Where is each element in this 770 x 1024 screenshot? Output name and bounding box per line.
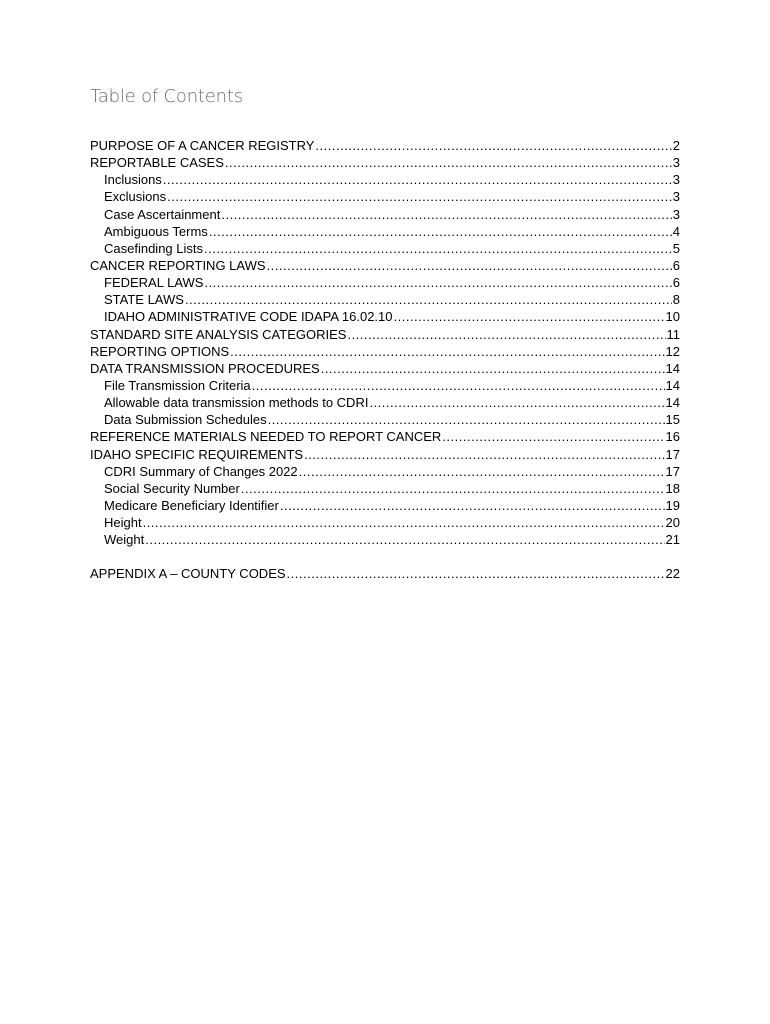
dot-leader xyxy=(252,377,665,394)
toc-entry-label: Height xyxy=(104,515,142,531)
toc-entry-page: 21 xyxy=(665,532,680,548)
toc-entry-page: 10 xyxy=(665,309,680,325)
toc-entry-label: Allowable data transmission methods to CDRI xyxy=(104,395,369,411)
toc-entry-page: 19 xyxy=(665,497,680,513)
toc-entry-appendix-a[interactable] xyxy=(90,565,680,582)
toc-entry-label: IDAHO SPECIFIC REQUIREMENTS xyxy=(90,446,304,462)
toc-entry-label: CANCER REPORTING LAWS xyxy=(90,257,266,273)
dot-leader xyxy=(347,326,665,343)
toc-entry-casefinding-lists[interactable] xyxy=(90,240,680,257)
dot-leader xyxy=(315,137,671,154)
toc-title: Table of Contents xyxy=(90,86,243,107)
toc-entry-reference-materials[interactable] xyxy=(90,428,680,445)
toc-entry-idaho-administrative-code[interactable] xyxy=(90,308,680,325)
toc-entry-page: 3 xyxy=(672,172,680,188)
toc-entry-cancer-reporting-laws[interactable] xyxy=(90,257,680,274)
toc-entry-state-laws[interactable] xyxy=(90,291,680,308)
dot-leader xyxy=(204,240,672,257)
dot-leader xyxy=(299,463,665,480)
toc-entry-label: Ambiguous Terms xyxy=(104,223,208,239)
toc-entry-page: 12 xyxy=(665,343,680,359)
toc-entry-page: 6 xyxy=(672,257,680,273)
toc-entry-label: Medicare Beneficiary Identifier xyxy=(104,497,279,513)
toc-entry-idaho-specific-requirements[interactable] xyxy=(90,446,680,463)
toc-entry-case-ascertainment[interactable] xyxy=(90,206,680,223)
toc-entry-page: 22 xyxy=(665,566,680,582)
dot-leader xyxy=(304,446,664,463)
toc-entry-page: 16 xyxy=(665,429,680,445)
dot-leader xyxy=(287,565,665,582)
dot-leader xyxy=(321,360,665,377)
toc-entry-label: STANDARD SITE ANALYSIS CATEGORIES xyxy=(90,326,347,342)
dot-leader xyxy=(209,223,672,240)
toc-entry-data-submission-schedules[interactable] xyxy=(90,411,680,428)
toc-entry-page: 14 xyxy=(665,395,680,411)
toc-entry-label: REFERENCE MATERIALS NEEDED TO REPORT CANCER xyxy=(90,429,442,445)
toc-entry-page: 4 xyxy=(672,223,680,239)
toc-list xyxy=(90,137,680,583)
toc-entry-page: 20 xyxy=(665,515,680,531)
dot-leader xyxy=(221,206,671,223)
toc-entry-page: 17 xyxy=(665,463,680,479)
dot-leader xyxy=(163,171,672,188)
toc-entry-reportable-cases[interactable] xyxy=(90,154,680,171)
toc-entry-page: 3 xyxy=(672,155,680,171)
toc-entry-standard-site-analysis[interactable] xyxy=(90,326,680,343)
dot-leader xyxy=(268,411,665,428)
toc-entry-label: Weight xyxy=(104,532,145,548)
toc-entry-label: CDRI Summary of Changes 2022 xyxy=(104,463,298,479)
toc-entry-page: 15 xyxy=(665,412,680,428)
toc-entry-page: 17 xyxy=(665,446,680,462)
toc-entry-purpose[interactable] xyxy=(90,137,680,154)
dot-leader xyxy=(204,274,671,291)
toc-entry-page: 18 xyxy=(665,480,680,496)
dot-leader xyxy=(442,428,664,445)
dot-leader xyxy=(145,531,664,548)
dot-leader xyxy=(369,394,664,411)
toc-entry-label: PURPOSE OF A CANCER REGISTRY xyxy=(90,138,315,153)
dot-leader xyxy=(143,514,665,531)
toc-entry-label: Exclusions xyxy=(104,189,167,205)
toc-entry-ambiguous-terms[interactable] xyxy=(90,223,680,240)
toc-entry-weight[interactable] xyxy=(90,531,680,548)
toc-entry-label: Casefinding Lists xyxy=(104,240,203,256)
toc-entry-page: 3 xyxy=(672,189,680,205)
dot-leader xyxy=(267,257,672,274)
toc-entry-page: 14 xyxy=(665,377,680,393)
toc-entry-label: DATA TRANSMISSION PROCEDURES xyxy=(90,360,320,376)
toc-entry-height[interactable] xyxy=(90,514,680,531)
toc-entry-exclusions[interactable] xyxy=(90,188,680,205)
toc-entry-label: STATE LAWS xyxy=(104,292,184,308)
toc-entry-page: 3 xyxy=(672,206,680,222)
toc-entry-page: 8 xyxy=(672,292,680,308)
toc-entry-page: 6 xyxy=(672,275,680,291)
dot-leader xyxy=(241,480,665,497)
toc-entry-medicare-beneficiary-identifier[interactable] xyxy=(90,497,680,514)
toc-entry-page: 2 xyxy=(672,138,680,153)
toc-entry-label: Case Ascertainment xyxy=(104,206,221,222)
toc-entry-label: Inclusions xyxy=(104,172,162,188)
dot-leader xyxy=(225,154,672,171)
toc-entry-data-transmission-procedures[interactable] xyxy=(90,360,680,377)
dot-leader xyxy=(394,308,665,325)
toc-entry-page: 11 xyxy=(666,326,680,342)
dot-leader xyxy=(230,343,664,360)
toc-entry-label: REPORTING OPTIONS xyxy=(90,343,230,359)
toc-entry-label: APPENDIX A – COUNTY CODES xyxy=(90,566,286,582)
toc-entry-reporting-options[interactable] xyxy=(90,343,680,360)
toc-entry-page: 14 xyxy=(665,360,680,376)
dot-leader xyxy=(280,497,665,514)
toc-entry-label: REPORTABLE CASES xyxy=(90,155,224,171)
toc-entry-label: Social Security Number xyxy=(104,480,240,496)
toc-entry-label: FEDERAL LAWS xyxy=(104,275,204,291)
toc-entry-label: Data Submission Schedules xyxy=(104,412,267,428)
toc-entry-allowable-transmission-methods[interactable] xyxy=(90,394,680,411)
toc-entry-label: IDAHO ADMINISTRATIVE CODE IDAPA 16.02.10 xyxy=(104,309,393,325)
toc-entry-page: 5 xyxy=(672,240,680,256)
toc-entry-federal-laws[interactable] xyxy=(90,274,680,291)
toc-entry-label: File Transmission Criteria xyxy=(104,377,251,393)
dot-leader xyxy=(185,291,672,308)
dot-leader xyxy=(167,188,672,205)
toc-entry-social-security-number[interactable] xyxy=(90,480,680,497)
toc-entry-inclusions[interactable] xyxy=(90,171,680,188)
toc-entry-file-transmission-criteria[interactable] xyxy=(90,377,680,394)
toc-entry-cdri-summary-of-changes[interactable] xyxy=(90,463,680,480)
